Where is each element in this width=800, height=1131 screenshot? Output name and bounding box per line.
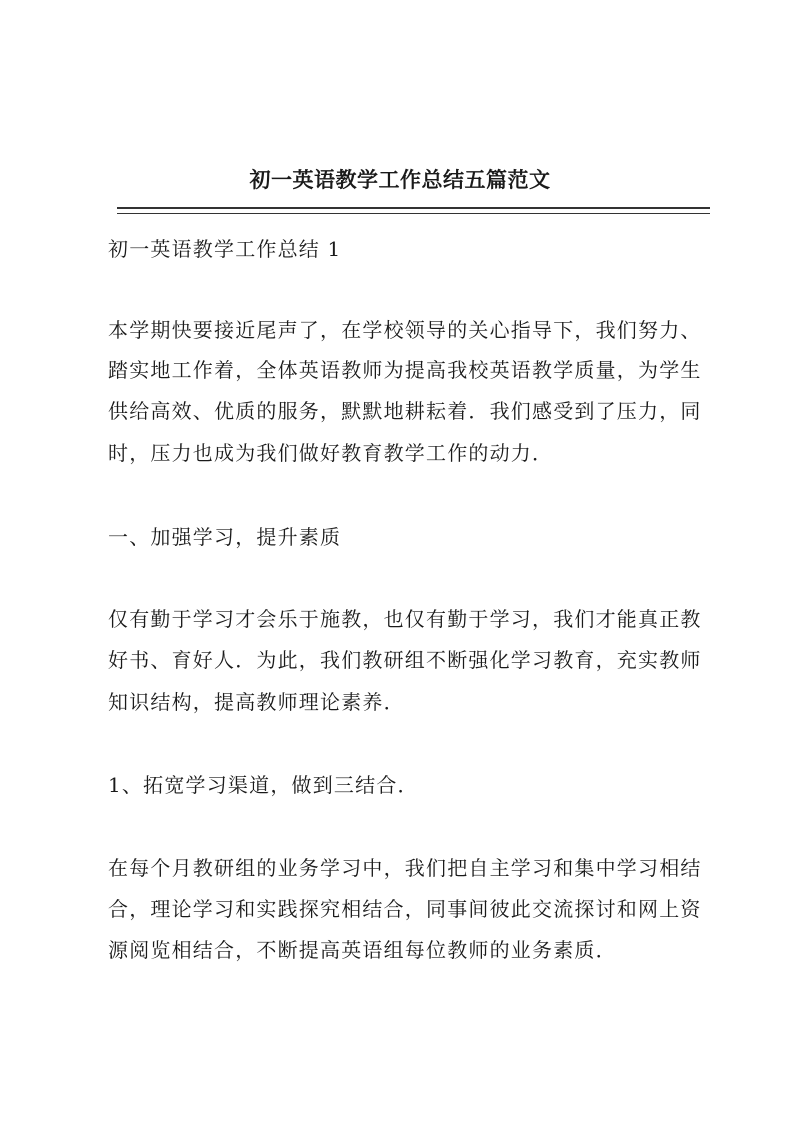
paragraph-line: 知识结构，提高教师理论素养．: [108, 690, 405, 714]
paragraph-line: 源阅览相结合，不断提高英语组每位教师的业务素质．: [108, 938, 617, 962]
heading-learning-channels: 1、拓宽学习渠道，做到三结合．: [108, 773, 419, 797]
paragraph-line: 好书、育好人．为此，我们教研组不断强化学习教育，充实教师: [108, 648, 702, 672]
paragraph-line: 仅有勤于学习才会乐于施教，也仅有勤于学习，我们才能真正教: [108, 607, 702, 631]
paragraph-line: 时，压力也成为我们做好教育教学工作的动力．: [108, 441, 554, 465]
title-divider-thick: [117, 207, 710, 209]
paragraph-line: 踏实地工作着，全体英语教师为提高我校英语教学质量，为学生: [108, 358, 702, 382]
document-title: 初一英语教学工作总结五篇范文: [249, 167, 551, 192]
heading-strengthen-learning: 一、加强学习，提升素质: [108, 525, 342, 549]
paragraph-line: 在每个月教研组的业务学习中，我们把自主学习和集中学习相结: [108, 856, 702, 880]
paragraph-line: 合，理论学习和实践探究相结合，同事间彼此交流探讨和网上资: [108, 897, 702, 921]
paragraph-line: 供给高效、优质的服务，默默地耕耘着．我们感受到了压力，同: [108, 399, 702, 423]
paragraph-line: 本学期快要接近尾声了，在学校领导的关心指导下，我们努力、: [108, 318, 702, 342]
section-title: 初一英语教学工作总结 1: [108, 237, 342, 261]
title-divider-thin: [117, 213, 710, 214]
